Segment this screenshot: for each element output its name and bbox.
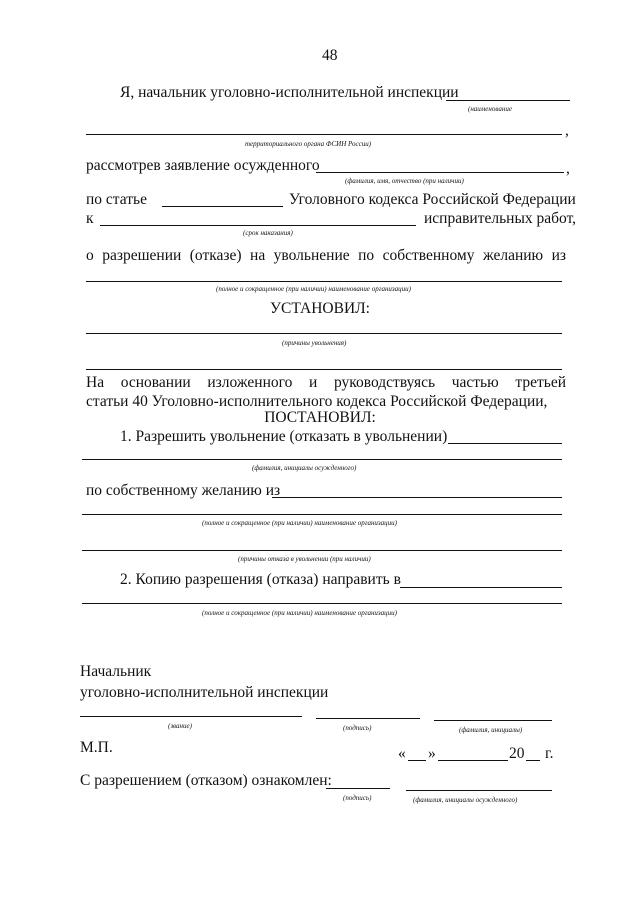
page-number: 48 (322, 47, 338, 64)
mp-text: М.П. (80, 739, 113, 756)
item-2-field[interactable] (400, 587, 562, 588)
term-field[interactable] (100, 225, 416, 226)
rank-field[interactable] (80, 716, 302, 717)
caption-territorial: территориального органа ФСИН России) (245, 140, 372, 148)
fio-field[interactable] (434, 720, 552, 721)
refusal-reasons-field[interactable] (82, 550, 562, 551)
convict-fio-field[interactable] (316, 172, 564, 173)
day-field[interactable] (408, 760, 426, 761)
convict-initials-field[interactable] (82, 459, 562, 460)
acquainted-signature-field[interactable] (326, 788, 390, 789)
caption-convict-fio: (фамилия, инициалы осужденного) (252, 464, 357, 472)
item-1-text: 1. Разрешить увольнение (отказать в увольнении) (120, 428, 448, 445)
caption-term: (срок наказания) (243, 229, 293, 237)
month-field[interactable] (438, 760, 508, 761)
comma-1: , (565, 122, 569, 139)
year-prefix: 20 (509, 745, 525, 762)
caption-fio: (фамилия, имя, отчество (при наличии) (345, 177, 464, 185)
signature-field[interactable] (316, 718, 420, 719)
item-1-field[interactable] (448, 443, 562, 444)
inspection-name-field[interactable] (446, 100, 570, 101)
permission-text: о разрешении (отказе) на увольнение по собственному желанию из (86, 247, 566, 264)
caption-org-1: (полное и сокращенное (при наличии) наименование организации) (216, 285, 411, 293)
item-2-text: 2. Копию разрешения (отказа) направить в (120, 571, 401, 588)
k-text: к (86, 210, 94, 227)
territorial-organ-field[interactable] (86, 134, 562, 135)
year-suffix: г. (545, 745, 554, 762)
caption-refusal: (причины отказа в увольнении (при наличии) (238, 555, 371, 563)
article-suffix: Уголовного кодекса Российской Федерации (289, 191, 576, 208)
basis-line-2: статьи 40 Уголовно-исполнительного кодекса Российской Федерации, (86, 393, 548, 410)
organization-field-1[interactable] (86, 281, 562, 282)
article-field[interactable] (162, 206, 283, 207)
own-will-text: по собственному желанию из (86, 482, 281, 499)
reasons-field-1[interactable] (86, 333, 562, 334)
caption-sign-1: (подпись) (343, 724, 372, 732)
resolved-title: ПОСТАНОВИЛ: (264, 409, 376, 426)
established-title: УСТАНОВИЛ: (270, 300, 370, 317)
reasons-field-2[interactable] (86, 369, 562, 370)
acquainted-text: С разрешением (отказом) ознакомлен: (80, 772, 332, 789)
organization-field-2[interactable] (272, 497, 562, 498)
caption-name: (наименование (468, 105, 512, 113)
review-text: рассмотрев заявление осужденного (86, 157, 320, 174)
caption-sign-2: (подпись) (343, 794, 372, 802)
quote-close: » (428, 745, 436, 762)
caption-org-3: (полное и сокращенное (при наличии) наименование организации) (202, 609, 397, 617)
caption-fio-1: (фамилия, инициалы) (459, 726, 523, 734)
year-field[interactable] (526, 760, 540, 761)
organization-field-3[interactable] (82, 514, 562, 515)
signature-title-1: Начальник (80, 663, 152, 680)
works-text: исправительных работ, (424, 210, 577, 227)
comma-2: , (566, 160, 570, 177)
caption-org-2: (полное и сокращенное (при наличии) наименование организации) (202, 519, 397, 527)
article-prefix: по статье (86, 191, 147, 208)
quote-open: « (398, 745, 406, 762)
header-text: Я, начальник уголовно-исполнительной инспекции (120, 84, 459, 101)
caption-fio-2: (фамилия, инициалы осужденного) (413, 796, 518, 804)
basis-line-1: На основании изложенного и руководствуясь частью третьей (86, 374, 566, 391)
signature-title-2: уголовно-исполнительной инспекции (80, 684, 329, 701)
caption-reasons: (причины увольнения) (282, 339, 347, 347)
acquainted-fio-field[interactable] (406, 790, 552, 791)
organization-field-4[interactable] (82, 603, 562, 604)
caption-rank: (звание) (168, 722, 192, 730)
